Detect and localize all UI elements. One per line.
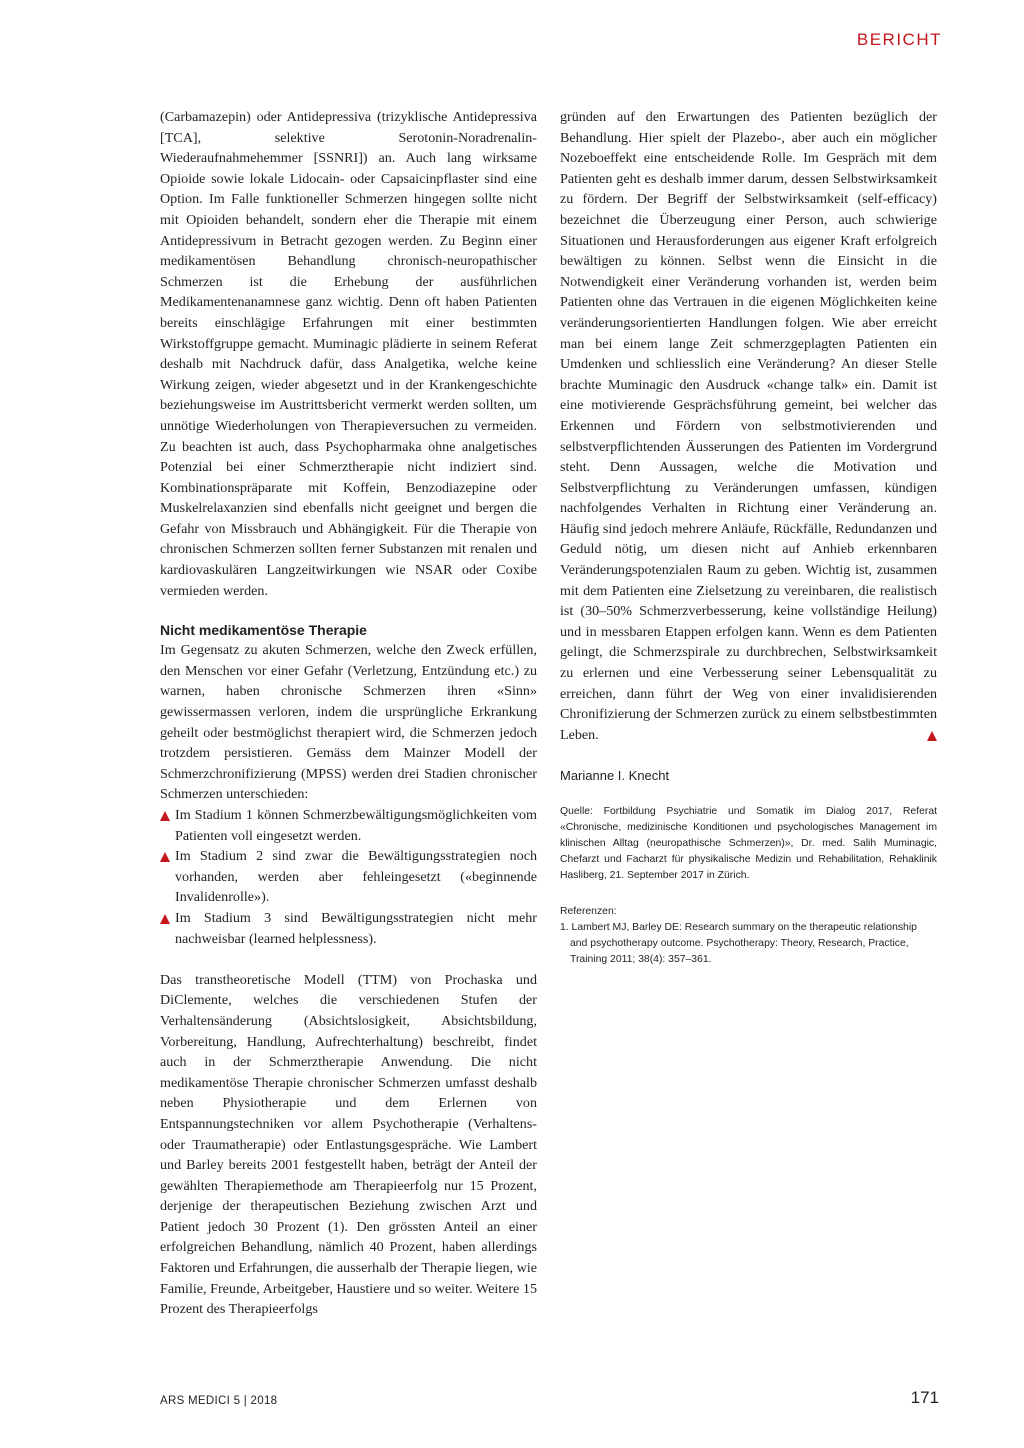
- left-column: [160, 107, 537, 1320]
- end-of-article-icon: [927, 731, 937, 741]
- subheading: Nicht medikamentöse Therapie: [160, 622, 367, 639]
- list-item: [160, 805, 537, 846]
- list-item-text: Im Stadium 2 sind zwar die Bewältigungsstrategien noch vorhanden, werden aber fehleingesetzt («beginnende Invalidenrolle»).: [175, 848, 537, 906]
- stage-list: [160, 805, 537, 949]
- list-item: [160, 908, 537, 949]
- triangle-bullet-icon: [160, 914, 170, 924]
- source-note: Quelle: Fortbildung Psychiatrie und Somatik im Dialog 2017, Referat «Chronische, medizinische Konditionen und psychologisches Management im klinischen Alltag (neuropathische Schmerzen)», Dr. med. Salih Muminagic, Chefarzt und Facharzt für physikalische Medizin und Rehabilitation, Rehaklinik Hasliberg, 21. September 2017 in Zürich.: [560, 806, 937, 882]
- section-label: BERICHT: [856, 30, 942, 49]
- right-column: [560, 107, 937, 968]
- reference-item: 1. Lambert MJ, Barley DE: Research summary on the therapeutic relationship and psychotherapy outcome. Psychotherapy: Theory, Research, Practice, Training 2011; 38(4): 357–361.: [560, 922, 917, 966]
- page-number: 171: [910, 1388, 939, 1407]
- triangle-bullet-icon: [160, 811, 170, 821]
- paragraph: Das transtheoretische Modell (TTM) von Prochaska und DiClemente, welches die verschiedenen Stufen der Verhaltensänderung (Absichtslosigkeit, Absichtsbildung, Vorbereitung, Handlung, Aufrechterhaltung) beschreibt, findet auch in der Schmerztherapie Anwendung. Die nicht medikamentöse Therapie chronischer Schmerzen umfasst deshalb neben Physiotherapie und dem Erlernen von Entspannungstechniken vor allem Psychotherapie (Verhaltens- oder Traumatherapie) oder Entlastungsgespräche. Wie Lambert und Barley bereits 2001 festgestellt haben, beträgt der Anteil der gewählten Therapiemethode am Therapieerfolg nur 15 Prozent, derjenige der therapeutischen Beziehung zwischen Arzt und Patient jedoch 30 Prozent (1). Den grössten Anteil an einer erfolgreichen Behandlung, nämlich 40 Prozent, haben allerdings Faktoren und Erfahrungen, die ausserhalb der Therapie liegen, wie Familie, Freunde, Arbeitgeber, Haustiere und so weiter. Weitere 15 Prozent des Therapieerfolgs: [160, 971, 537, 1318]
- paragraph: Im Gegensatz zu akuten Schmerzen, welche den Zweck erfüllen, den Menschen vor einer Gefahr (Verletzung, Entzündung etc.) zu warnen, haben chronische Schmerzen ihren «Sinn» gewissermassen verloren, indem die ursprüngliche Erkrankung geheilt oder bestmöglichst therapiert wird, die Schmerzen jedoch trotzdem persistieren. Gemäss dem Mainzer Modell der Schmerzchronifizierung (MPSS) werden drei Stadien chronischer Schmerzen unterschieden:: [160, 642, 537, 803]
- triangle-bullet-icon: [160, 852, 170, 862]
- list-item-text: Im Stadium 3 sind Bewältigungsstrategien nicht mehr nachweisbar (learned helplessness).: [175, 909, 537, 947]
- author-name: Marianne I. Knecht: [560, 768, 670, 784]
- paragraph: (Carbamazepin) oder Antidepressiva (trizyklische Antidepressiva [TCA], selektive Serotonin-Noradrenalin-Wiederaufnahmehemmer [SSNRI]) an. Auch lang wirksame Opioide sowie lokale Lidocain- oder Capsaicinpflaster sind eine Option. Im Falle funktioneller Schmerzen hingegen sollte nicht mit Opioiden behandelt, sondern eher die Therapie mit einem Antidepressivum in Betracht gezogen werden. Zu Beginn einer medikamentösen Behandlung chronisch-neuropathischer Schmerzen ist die Erhebung der ausführlichen Medikamentenanamnese ganz wichtig. Denn oft haben Patienten bereits einschlägige Erfahrungen mit einer bestimmten Wirkstoffgruppe gemacht. Muminagic plädierte in seinem Referat deshalb mit Nachdruck dafür, dass Analgetika, welche keine Wirkung zeigen, wieder abgesetzt und in der Krankengeschichte beziehungsweise im Austrittsbericht vermerkt werden sollten, um unnötige Wiederholungen von Therapieversuchen zu vermeiden. Zu beachten ist auch, dass Psychopharmaka ohne analgetisches Potenzial bei einer Schmerztherapie nicht indiziert sind. Kombinationspräparate mit Koffein, Benzodiazepine oder Muskelrelaxanzien sind ebenfalls nicht geeignet und bergen die Gefahr von Missbrauch und Abhängigkeit. Für die Therapie von chronischen Schmerzen sollten ferner Substanzen mit renalen und kardiovaskulären Langzeitwirkungen wie NSAR oder Coxibe vermieden werden.: [160, 109, 537, 599]
- paragraph: [560, 107, 937, 745]
- references-title: Referenzen:: [560, 906, 617, 918]
- journal-footer: ARS MEDICI 5 | 2018: [160, 1395, 278, 1407]
- list-item: [160, 846, 537, 908]
- paragraph-text: gründen auf den Erwartungen des Patienten bezüglich der Behandlung. Hier spielt der Plazebo-, aber auch ein möglicher Nozeboeffekt eine entscheidende Rolle. Im Gespräch mit dem Patienten geht es deshalb immer darum, dessen Selbstwirksamkeit zu fördern. Der Begriff der Selbstwirksamkeit (self-efficacy) bezeichnet die Überzeugung einer Person, auch schwierige Situationen und Herausforderungen aus eigener Kraft erfolgreich bewältigen zu können. Selbst wenn die Einsicht in die Notwendigkeit einer Veränderung vorhanden ist, werden beim Patienten ohne das Vertrauen in die eigenen Möglichkeiten keine veränderungsorientierten Handlungen folgen. Wie aber erreicht man bei einem lange Zeit schmerzgeplagten Patienten ein Umdenken und schliesslich eine Veränderung? An dieser Stelle brachte Muminagic den Ausdruck «change talk» ein. Damit ist eine motivierende Gesprächsführung gemeint, bei welcher das Erkennen und Fördern von selbstmotivierenden und selbstverpflichtenden Äusserungen des Patienten im Vordergrund steht. Denn Aussagen, welche die Motivation und Selbstverpflichtung zu Veränderungen umfassen, kündigen nachfolgendes Verhalten in Richtung einer Veränderung an. Häufig sind jedoch mehrere Anläufe, Rückfälle, Redundanzen und Geduld nötig, um diesen nicht auf Anhieb erkennbaren Veränderungspotenzialen Raum zu geben. Wichtig ist, zusammen mit dem Patienten eine Zielsetzung zu vereinbaren, die realistisch ist (30–50% Schmerzverbesserung, keine vollständige Heilung) und in messbaren Etappen erfolgen kann. Wenn es dem Patienten gelingt, die Schmerzspirale zu durchbrechen, Selbstwirksamkeit zu erlernen und eine Verbesserung seiner Lebensqualität zu erreichen, dann führt der Weg von einer invalidisierenden Chronifizierung der Schmerzen zurück zu einem selbstbestimmten Leben.: [560, 109, 937, 743]
- list-item-text: Im Stadium 1 können Schmerzbewältigungsmöglichkeiten vom Patienten voll eingesetzt werden.: [175, 807, 537, 844]
